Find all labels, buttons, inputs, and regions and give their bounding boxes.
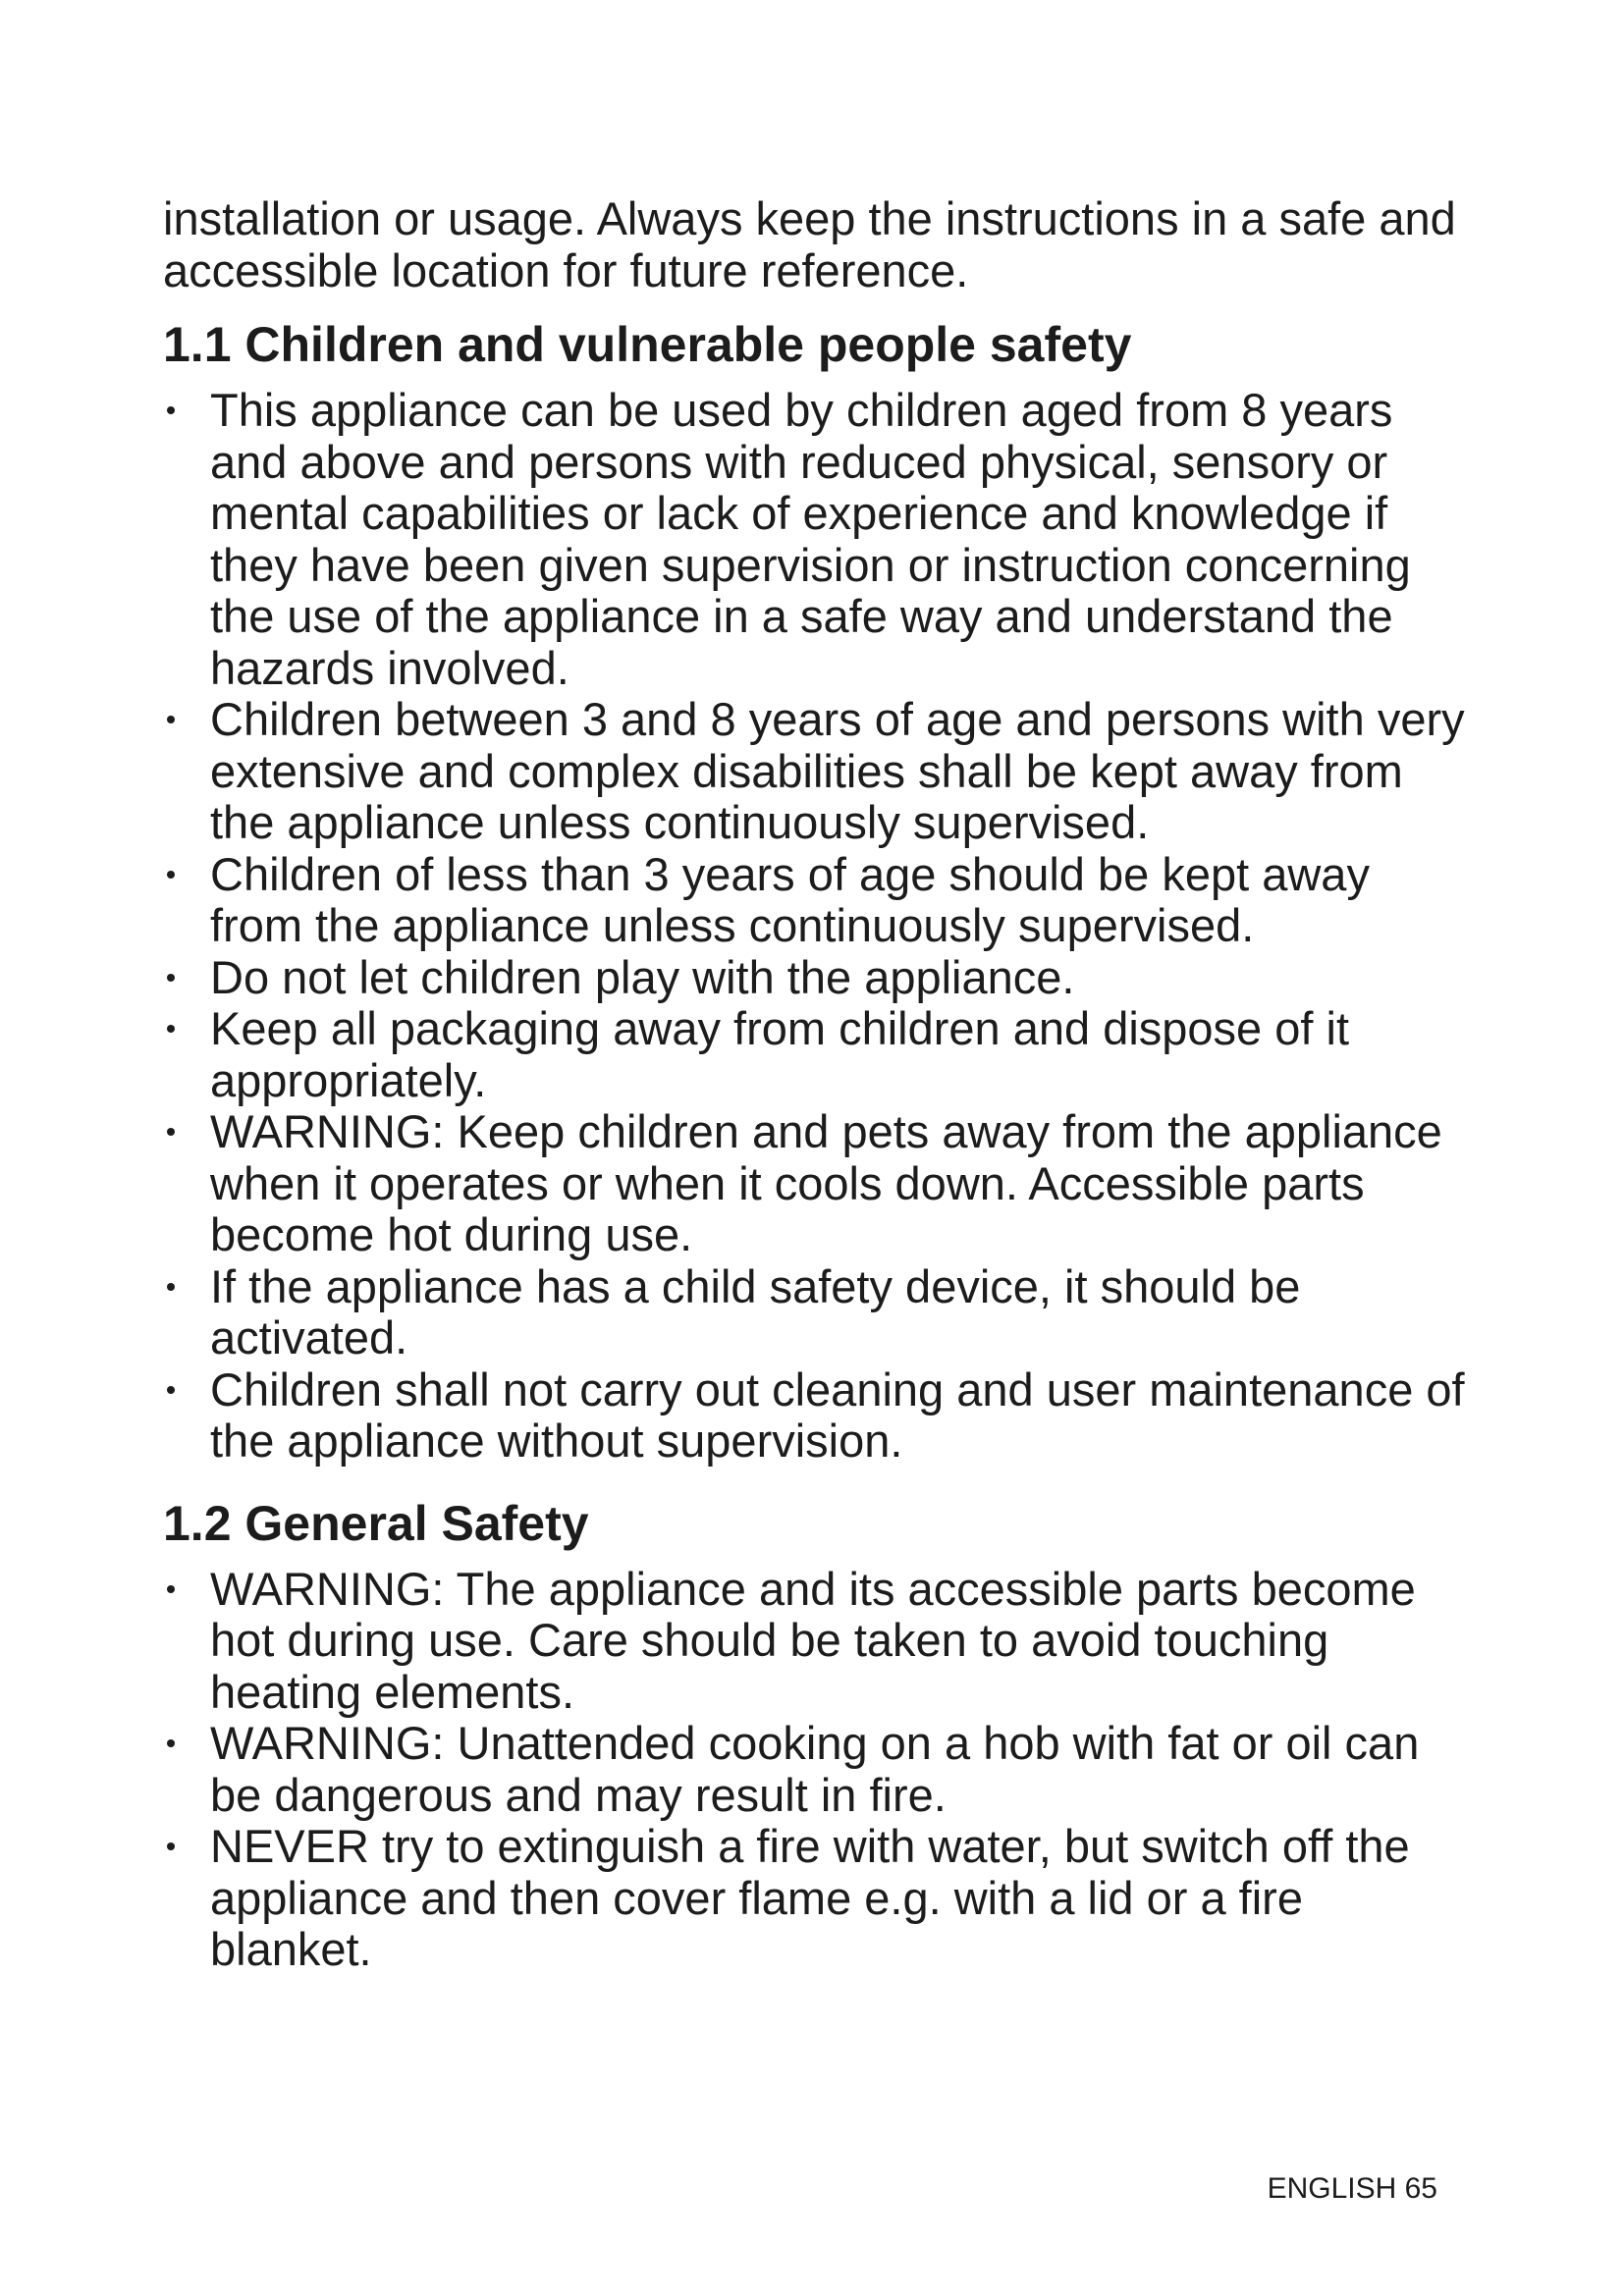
- list-item: [163, 1718, 1469, 1821]
- list-item-text: NEVER try to extinguish a fire with water, but switch off the appliance and then cover flame e.g. with a lid or a fire blanket.: [210, 1820, 1410, 1975]
- list-item: [163, 1564, 1469, 1719]
- list-item: [163, 849, 1469, 952]
- page-content: [163, 192, 1469, 1976]
- list-item-text: WARNING: The appliance and its accessible parts become hot during use. Care should be taken to avoid touching heating elements.: [210, 1562, 1416, 1718]
- bullet-icon: [167, 1739, 175, 1747]
- bullet-icon: [167, 1128, 175, 1136]
- bullet-icon: [167, 871, 175, 879]
- list-item: [163, 1821, 1469, 1976]
- section-title-children-safety: 1.1 Children and vulnerable people safety: [163, 317, 1132, 372]
- list-item-text: Children between 3 and 8 years of age and persons with very extensive and complex disabilities shall be kept away from the appliance unless continuously supervised.: [210, 693, 1465, 848]
- list-item: [163, 1364, 1469, 1468]
- list-item-text: If the appliance has a child safety device, it should be activated.: [210, 1259, 1301, 1363]
- list-item: [163, 952, 1469, 1004]
- general-safety-list: [163, 1564, 1469, 1976]
- list-item: [163, 694, 1469, 849]
- bullet-icon: [167, 1283, 175, 1291]
- page-number-footer: ENGLISH 65: [1267, 2172, 1437, 2205]
- bullet-icon: [167, 1585, 175, 1593]
- list-item-text: Children shall not carry out cleaning and user maintenance of the appliance without supervision.: [210, 1362, 1465, 1467]
- list-item-text: This appliance can be used by children aged from 8 years and above and persons with reduced physical, sensory or mental capabilities or lack of experience and knowledge if they have been given supervision or instruction concerning the use of the appliance in a safe way and understand the hazards involved.: [210, 384, 1411, 694]
- bullet-icon: [167, 974, 175, 982]
- bullet-icon: [167, 1842, 175, 1850]
- list-item-text: Keep all packaging away from children and dispose of it appropriately.: [210, 1002, 1350, 1106]
- bullet-icon: [167, 1025, 175, 1033]
- bullet-icon: [167, 1386, 175, 1394]
- list-item-text: WARNING: Unattended cooking on a hob with fat or oil can be dangerous and may result in fire.: [210, 1717, 1420, 1821]
- list-item: [163, 385, 1469, 694]
- list-item-text: Do not let children play with the appliance.: [210, 950, 1075, 1003]
- bullet-icon: [167, 406, 175, 414]
- list-item-text: Children of less than 3 years of age should be kept away from the appliance unless continuously supervised.: [210, 847, 1370, 951]
- intro-paragraph: installation or usage. Always keep the instructions in a safe and accessible location for future reference.: [163, 192, 1456, 296]
- list-item: [163, 1261, 1469, 1364]
- list-item-text: WARNING: Keep children and pets away from the appliance when it operates or when it cools down. Accessible parts become hot during use.: [210, 1105, 1442, 1260]
- list-item: [163, 1003, 1469, 1106]
- section-title-general-safety: 1.2 General Safety: [163, 1495, 589, 1551]
- bullet-icon: [167, 716, 175, 723]
- list-item: [163, 1106, 1469, 1261]
- children-safety-list: [163, 385, 1469, 1468]
